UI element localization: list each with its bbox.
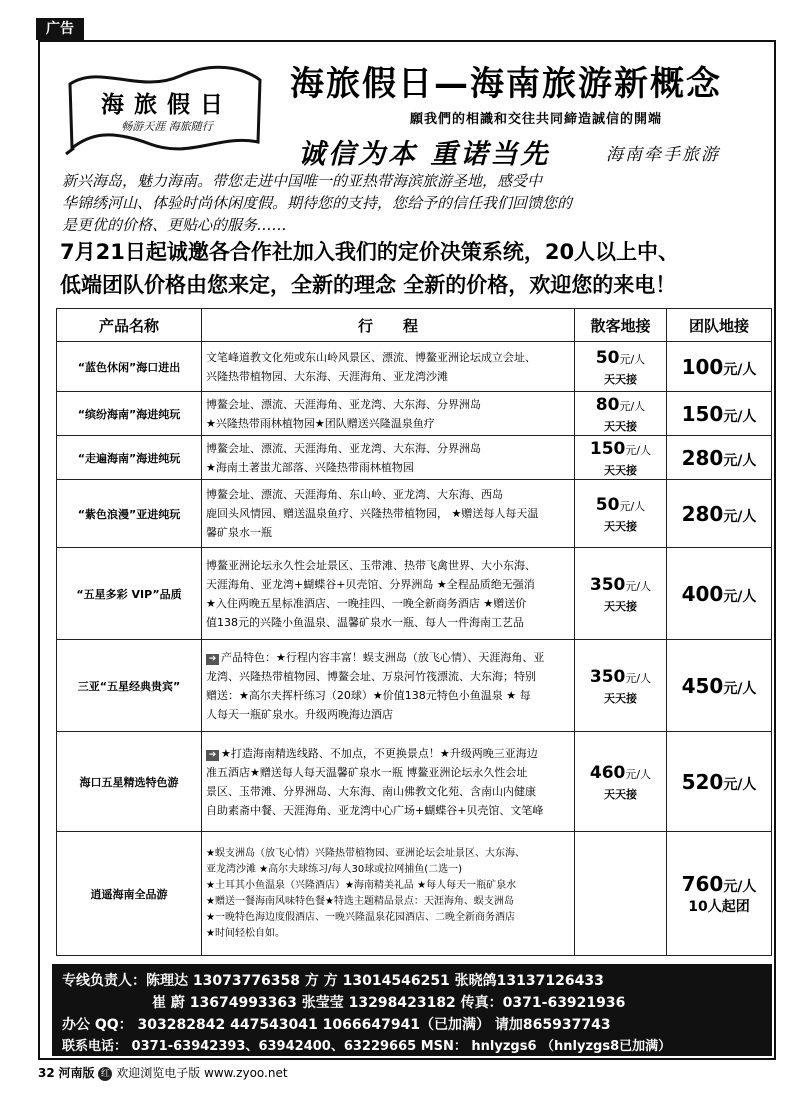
header-itinerary: 行 程 bbox=[202, 309, 575, 342]
fit-price-note: 天天接 bbox=[604, 463, 637, 477]
itinerary-line: 亚龙湾沙滩 ★高尔夫球练习/每人30球或拉网捕鱼(二选一) bbox=[206, 863, 463, 875]
group-price-value: 280 bbox=[681, 501, 724, 526]
fit-price-unit: 元/人 bbox=[625, 671, 652, 685]
table-header-row bbox=[57, 309, 772, 342]
contact-panel bbox=[52, 964, 772, 1056]
itinerary-line: 博鳌会址、漂流、天涯海角、亚龙湾、大东海、分界洲岛 bbox=[206, 397, 481, 411]
arrow-icon: ➔ bbox=[206, 654, 219, 665]
itinerary-line bbox=[206, 648, 570, 667]
group-price-unit: 元/人 bbox=[723, 588, 757, 605]
group-price-value: 450 bbox=[681, 673, 724, 698]
itinerary-line: 龙湾、兴隆热带植物园、博鳌会址、万泉河竹筏漂流、大东海；特别 bbox=[206, 669, 536, 683]
itinerary-line: 景区、玉带滩、分界洲岛、大东海、南山佛教文化苑、含南山内健康 bbox=[206, 784, 536, 798]
ad-title: 海旅假日—海南旅游新概念 bbox=[290, 64, 722, 104]
itinerary bbox=[202, 832, 575, 956]
fit-price bbox=[576, 347, 665, 371]
itinerary-text: ★打造海南精选线路、不加点，不更换景点！★升级两晚三亚海边 bbox=[221, 746, 538, 760]
fit-price-value: 50 bbox=[595, 494, 620, 515]
fit-price-unit: 元/人 bbox=[625, 443, 652, 457]
itinerary-line: ★土耳其小鱼温泉（兴隆酒店）★海南精美礼品 ★每人每天一瓶矿泉水 bbox=[206, 879, 517, 891]
website-text: 欢迎浏览电子版 www.zyoo.net bbox=[116, 1066, 288, 1080]
group-price-value: 520 bbox=[681, 769, 724, 794]
itinerary-line: 文笔峰道教文化苑或东山岭风景区、漂流、博鳌亚洲论坛成立会址、 bbox=[206, 350, 536, 364]
itinerary-line: ★一晚特色海边度假酒店、一晚兴隆温泉花园酒店、二晚全新商务酒店 bbox=[206, 911, 515, 923]
itinerary-line: 天涯海角、亚龙湾+蝴蝶谷+贝壳馆、分界洲岛 ★全程品质绝无强消 bbox=[206, 577, 535, 591]
group-price-value: 150 bbox=[681, 401, 724, 426]
intro-line: 新兴海岛，魅力海南。带您走进中国唯一的亚热带海滨旅游圣地，感受中 bbox=[62, 172, 543, 190]
fit-price bbox=[576, 438, 665, 462]
fit-price-unit: 元/人 bbox=[625, 767, 652, 781]
fit-price-value: 350 bbox=[589, 666, 626, 687]
group-price-cell bbox=[667, 436, 772, 480]
product-name: “蓝色休闲”海口进出 bbox=[57, 342, 202, 392]
fit-price-unit: 元/人 bbox=[619, 499, 646, 513]
fit-price bbox=[576, 394, 665, 418]
fit-price-cell bbox=[575, 732, 667, 832]
group-price-cell bbox=[667, 832, 772, 956]
table-row bbox=[57, 436, 772, 480]
product-name: 海口五星精选特色游 bbox=[57, 732, 202, 832]
itinerary-line: ★赠送一餐海南风味特色餐★特选主题精品景点：天涯海角、蜈支洲岛 bbox=[206, 895, 514, 907]
product-name: 三亚“五星经典贵宾” bbox=[57, 640, 202, 732]
itinerary bbox=[202, 392, 575, 436]
page-footer bbox=[38, 1064, 738, 1084]
group-price-cell bbox=[667, 480, 772, 548]
group-price-cell bbox=[667, 732, 772, 832]
fit-price-cell bbox=[575, 640, 667, 732]
itinerary-line: 馨矿泉水一瓶 bbox=[206, 526, 272, 539]
group-price-unit: 元/人 bbox=[723, 452, 757, 469]
product-name: “走遍海南”海进纯玩 bbox=[57, 436, 202, 480]
table-row bbox=[57, 832, 772, 956]
fit-price-unit: 元/人 bbox=[625, 579, 652, 593]
itinerary bbox=[202, 436, 575, 480]
fit-price-note: 天天接 bbox=[604, 691, 637, 705]
fit-price-value: 50 bbox=[595, 347, 620, 368]
fit-price-unit: 元/人 bbox=[619, 352, 646, 366]
notice-line: 低端团队价格由您来定，全新的理念 全新的价格，欢迎您的来电！ bbox=[60, 273, 677, 297]
fit-price-cell bbox=[575, 392, 667, 436]
itinerary-line bbox=[206, 744, 570, 763]
itinerary bbox=[202, 732, 575, 832]
itinerary-line: 赠送：★高尔夫挥杆练习（20球）★价值138元特色小鱼温泉 ★ 每 bbox=[206, 688, 531, 702]
itinerary-line: 博鳌亚洲论坛永久性会址景区、玉带滩、热带飞禽世界、大小东海、 bbox=[206, 558, 536, 572]
itinerary-line: ★时间轻松自如。 bbox=[206, 927, 285, 939]
group-min-note: 10人起团 bbox=[688, 898, 750, 915]
product-name: “紫色浪漫”亚进纯玩 bbox=[57, 480, 202, 548]
pricing-notice bbox=[60, 236, 760, 302]
group-price-cell bbox=[667, 392, 772, 436]
header-product: 产品名称 bbox=[57, 309, 202, 342]
group-price-unit: 元/人 bbox=[723, 878, 757, 895]
itinerary bbox=[202, 640, 575, 732]
fit-price-note: 天天接 bbox=[604, 787, 637, 801]
itinerary bbox=[202, 480, 575, 548]
intro-line: 华锦绣河山、体验时尚休闲度假。期待您的支持，您给予的信任我们回馈您的 bbox=[62, 194, 573, 212]
fit-price-note: 天天接 bbox=[604, 419, 637, 433]
fit-price-cell bbox=[575, 548, 667, 640]
itinerary-line: ★入住两晚五星标准酒店、一晚挂四、一晚全新商务酒店 ★赠送价 bbox=[206, 596, 527, 610]
itinerary-line: 值138元的兴隆小鱼温泉、温馨矿泉水一瓶、每人一件海南工艺品 bbox=[206, 615, 524, 629]
fit-price-cell bbox=[575, 436, 667, 480]
table-row bbox=[57, 480, 772, 548]
brand-name: 海南牵手旅游 bbox=[606, 145, 720, 165]
fit-price-value: 350 bbox=[589, 574, 626, 595]
route-price-table bbox=[56, 308, 772, 956]
group-price-value: 100 bbox=[681, 354, 724, 379]
page-number: 32 bbox=[38, 1066, 55, 1080]
group-price-cell bbox=[667, 548, 772, 640]
fit-price-value: 460 bbox=[589, 762, 626, 783]
contact-line: 联系电话： 0371-63942393、63942400、63229665 MSN： hnlyzgs6 （hnlyzgs8已加满） bbox=[62, 1039, 672, 1054]
contact-line: 崔 蔚 13674993363 张莹莹 13298423182 传真：0371-63921936 bbox=[152, 995, 626, 1011]
table-row bbox=[57, 732, 772, 832]
itinerary-line: 博鳌会址、漂流、天涯海角、东山岭、亚龙湾、大东海、西岛 bbox=[206, 488, 503, 501]
itinerary-line: 兴隆热带植物园、大东海、天涯海角、亚龙湾沙滩 bbox=[206, 369, 448, 383]
ad-tag: 广告 bbox=[36, 18, 84, 40]
itinerary-line: ★蜈支洲岛（放飞心情）兴隆热带植物园、亚洲论坛会址景区、大东海、 bbox=[206, 847, 525, 859]
group-price-unit: 元/人 bbox=[723, 776, 757, 793]
slogan: 诚信为本 重诺当先 bbox=[298, 139, 551, 170]
itinerary-line: 人每天一瓶矿泉水。升级两晚海边酒店 bbox=[206, 707, 393, 721]
group-price-unit: 元/人 bbox=[723, 680, 757, 697]
logo-tagline: 畅游天涯 海旅随行 bbox=[121, 120, 213, 133]
header-fit-price: 散客地接 bbox=[575, 309, 667, 342]
itinerary-line: ★兴隆热带雨林植物园★团队赠送兴隆温泉鱼疗 bbox=[206, 416, 435, 430]
table-row bbox=[57, 342, 772, 392]
product-name: “缤纷海南”海进纯玩 bbox=[57, 392, 202, 436]
intro-paragraph bbox=[62, 170, 742, 236]
group-price-cell bbox=[667, 342, 772, 392]
notice-line: 7月21日起诚邀各合作社加入我们的定价决策系统，20人以上中、 bbox=[60, 240, 680, 264]
itinerary bbox=[202, 548, 575, 640]
logo-name: 海旅假日 bbox=[101, 92, 233, 118]
edition-badge: 红 bbox=[98, 1067, 112, 1081]
itinerary bbox=[202, 342, 575, 392]
fit-price bbox=[576, 666, 665, 690]
group-price-unit: 元/人 bbox=[723, 408, 757, 425]
group-price-value: 280 bbox=[681, 445, 724, 470]
header-group-price: 团队地接 bbox=[667, 309, 772, 342]
table-row bbox=[57, 548, 772, 640]
itinerary-line: 博鳌会址、漂流、天涯海角、亚龙湾、大东海、分界洲岛 bbox=[206, 441, 481, 455]
fit-price bbox=[576, 494, 665, 518]
fit-price-cell bbox=[575, 832, 667, 956]
fit-price-note: 天天接 bbox=[604, 372, 637, 386]
product-name: 逍遥海南全品游 bbox=[57, 832, 202, 956]
group-price-value: 760 bbox=[681, 871, 724, 896]
itinerary-line: 自助素斋中餐、天涯海角、亚龙湾中心广场+蝴蝶谷+贝壳馆、文笔峰 bbox=[206, 803, 544, 817]
motto: 願我們的相識和交往共同締造誠信的開端 bbox=[410, 112, 663, 127]
fit-price-value: 150 bbox=[589, 438, 626, 459]
table-row bbox=[57, 640, 772, 732]
itinerary-line: 准五酒店★赠送每人每天温馨矿泉水一瓶 博鳌亚洲论坛永久性会址 bbox=[206, 765, 528, 779]
fit-price-cell bbox=[575, 480, 667, 548]
contact-line: 办公 QQ： 303282842 447543041 1066647941（已加满） 请加865937743 bbox=[62, 1017, 611, 1033]
fit-price-cell bbox=[575, 342, 667, 392]
fit-price-value: 80 bbox=[595, 394, 620, 415]
intro-line: 是更优的价格、更贴心的服务…… bbox=[62, 216, 288, 234]
product-name: “五星多彩 VIP”品质 bbox=[57, 548, 202, 640]
fit-price-note: 天天接 bbox=[604, 599, 637, 613]
fit-price bbox=[576, 574, 665, 598]
group-price-cell bbox=[667, 640, 772, 732]
edition-label: 河南版 bbox=[58, 1066, 95, 1080]
itinerary-line: ★海南土著蚩尤部落、兴隆热带雨林植物园 bbox=[206, 460, 414, 474]
table-row bbox=[57, 392, 772, 436]
group-price-unit: 元/人 bbox=[723, 508, 757, 525]
fit-price-unit: 元/人 bbox=[619, 399, 646, 413]
itinerary-text: 产品特色：★行程内容丰富！蜈支洲岛（放飞心情）、天涯海角、亚 bbox=[221, 650, 545, 664]
arrow-icon: ➔ bbox=[206, 750, 219, 761]
itinerary-line: 鹿回头风情园、赠送温泉鱼疗、兴隆热带植物园， ★赠送每人每天温 bbox=[206, 507, 539, 520]
group-price-value: 400 bbox=[681, 581, 724, 606]
fit-price-note: 天天接 bbox=[604, 519, 637, 533]
contact-line: 专线负责人：陈理达 13073776358 方 方 13014546251 张晓鸽13137126433 bbox=[62, 973, 604, 989]
fit-price bbox=[576, 762, 665, 786]
group-price-unit: 元/人 bbox=[723, 361, 757, 378]
